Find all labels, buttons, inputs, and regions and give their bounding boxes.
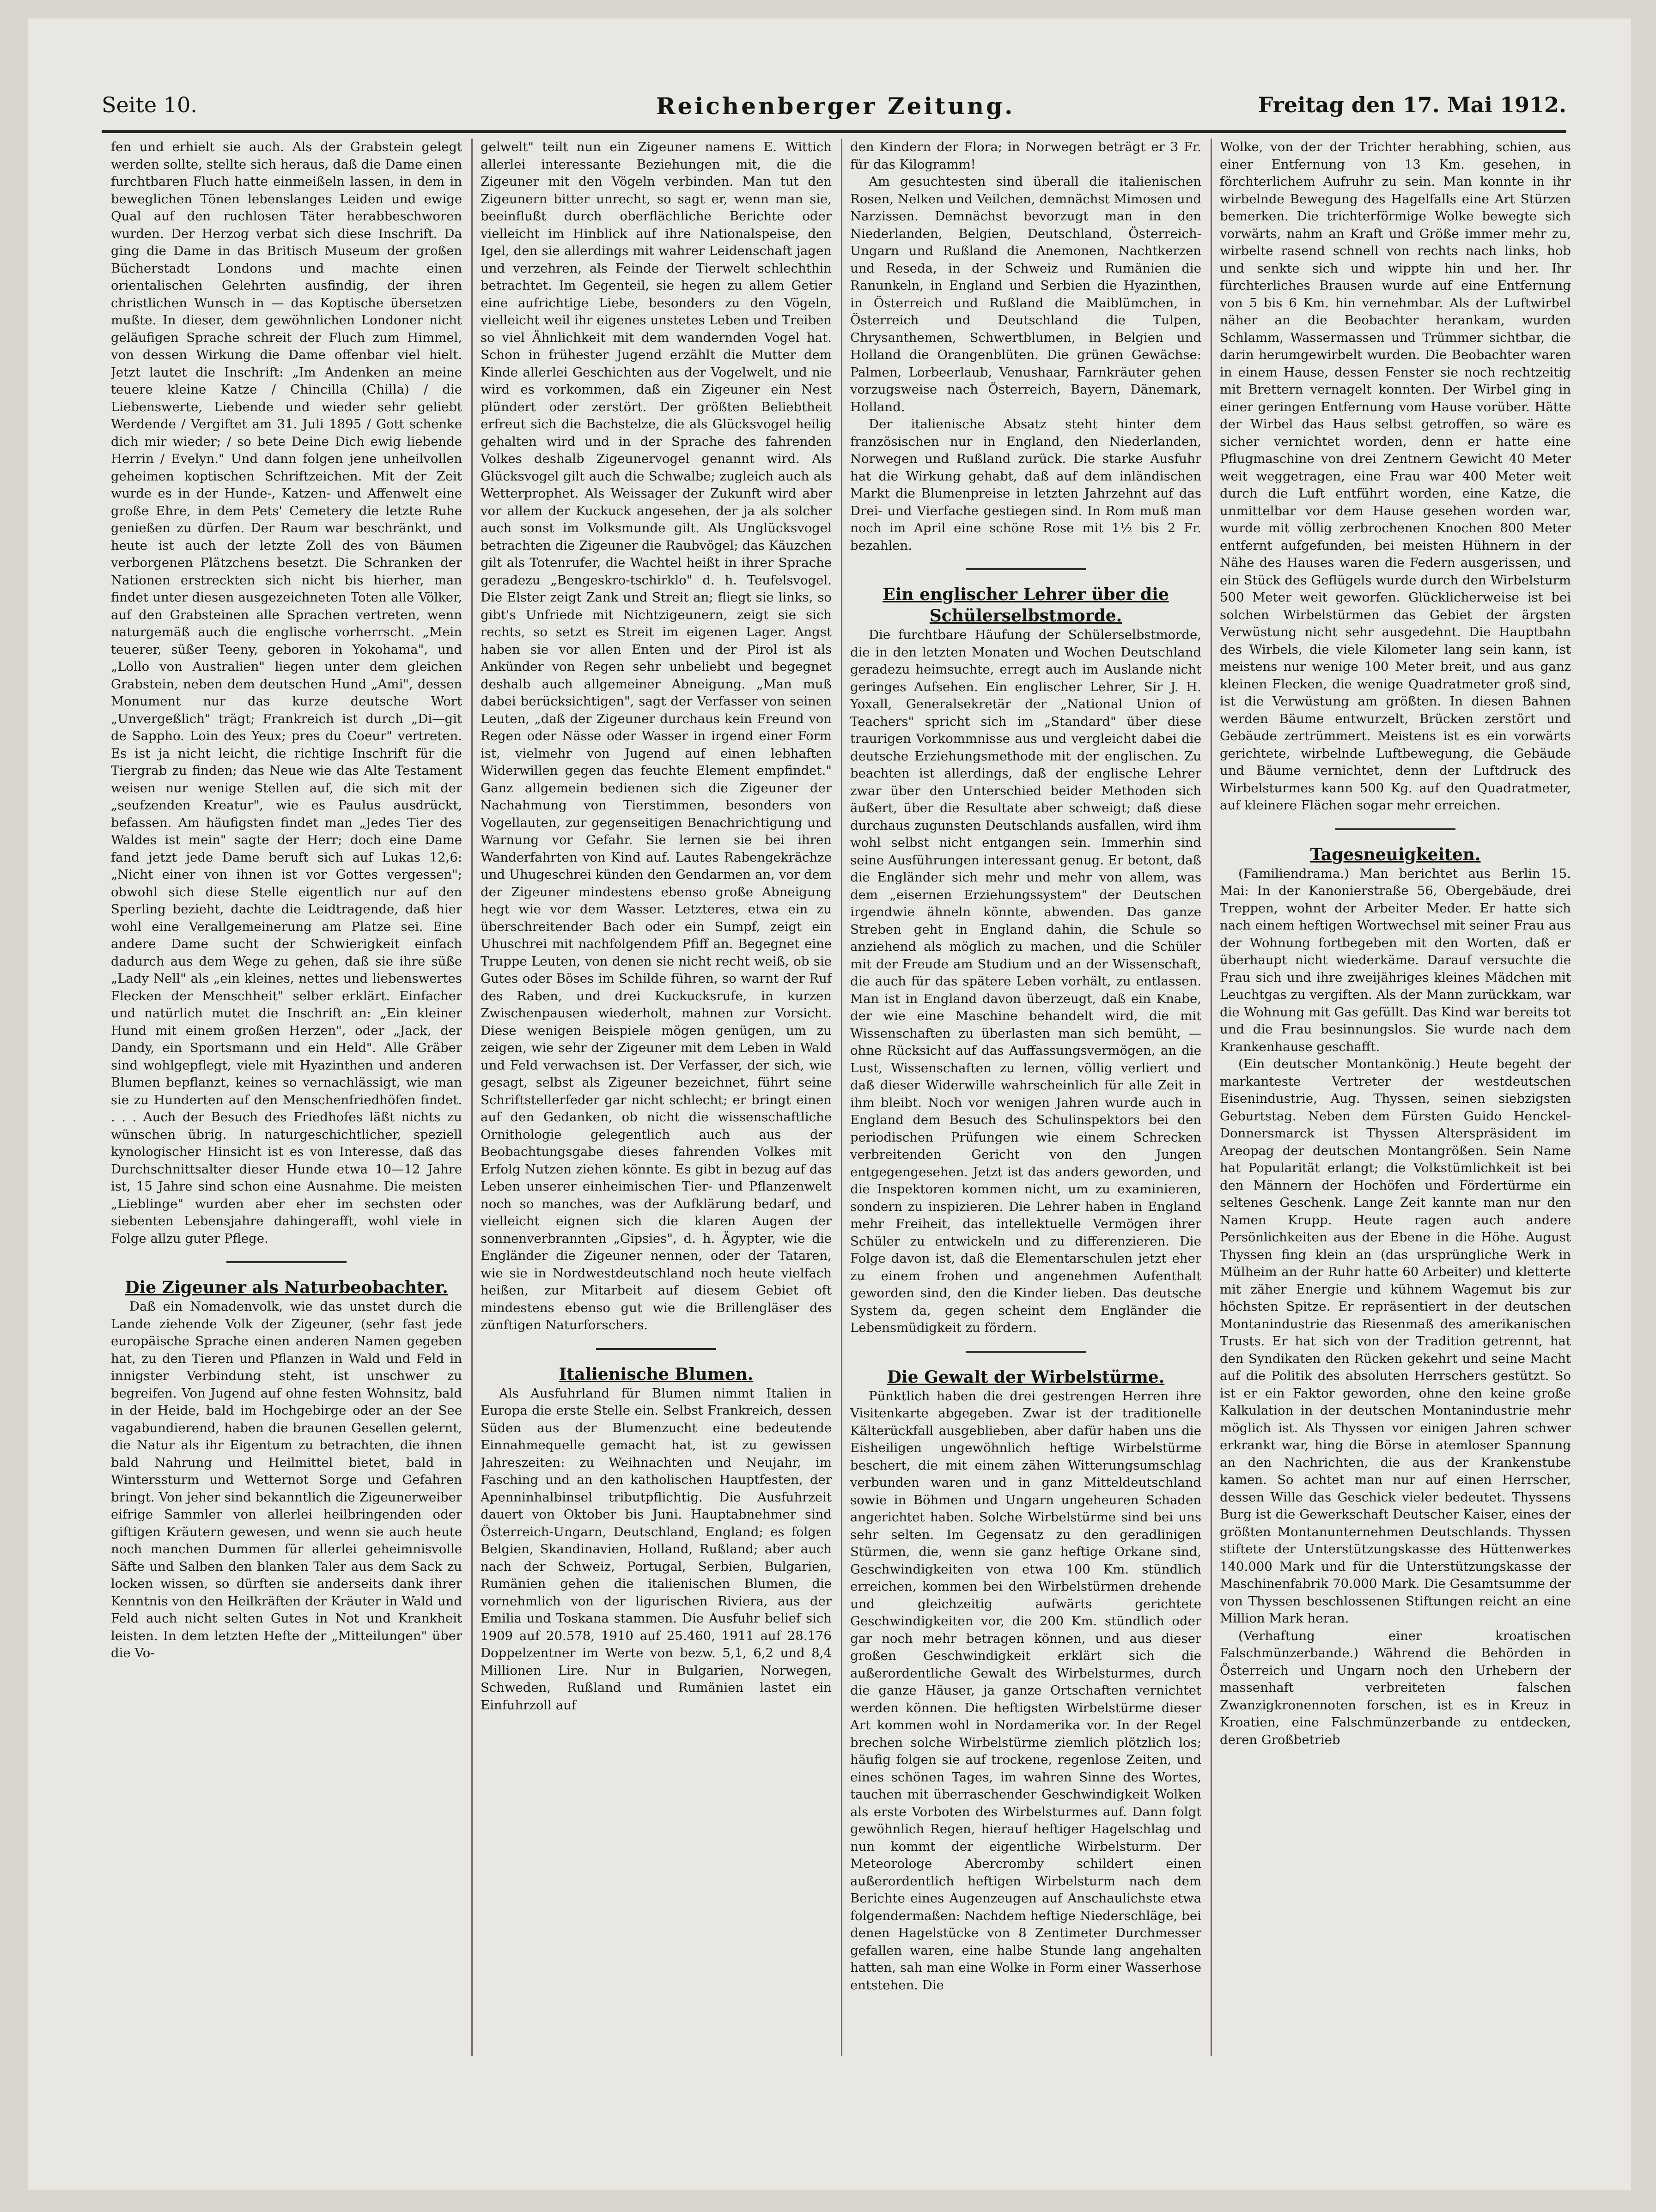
column-separator bbox=[1211, 139, 1212, 2056]
article-divider bbox=[226, 1261, 347, 1263]
article-text: den Kindern der Flora; in Norwegen beträgt er 3 Fr. für das Kilogramm! bbox=[850, 140, 1201, 172]
column-3 bbox=[850, 139, 1201, 2056]
article-text: Pünktlich haben die drei gestrengen Herren ihre Visitenkarte abgegeben. Zwar ist der traditionelle Kälterückfall ausgeblieben, aber dafür haben uns die Eisheiligen ungewöhnlich heftige Wirbelstürme beschert, die mit einem zähen Witterungsumschlag verbunden waren und in ganz Mitteldeutschland sowie in Böhmen und Ungarn ungeheuren Schaden angerichtet haben. Solche Wirbelstürme sind bei uns sehr selten. Im Gegensatz zu den geradlinigen Stürmen, die, wenn sie ganz heftige Orkane sind, Geschwindigkeiten von etwa 100 Km. stündlich erreichen, kommen bei den Wirbelstürmen drehende und gleichzeitig aufwärts gerichtete Geschwindigkeiten vor, die 200 Km. stündlich oder gar noch mehr betragen können, und aus dieser großen Geschwindigkeit erklärt sich die außerordentliche Gewalt des Wirbelsturmes, durch die ganze Häuser, ja ganze Ortschaften vernichtet werden können. Die heftigsten Wirbelstürme dieser Art kommen wohl in Nordamerika vor. In der Regel brechen solche Wirbelstürme ziemlich plötzlich los; häufig folgen sie auf trockene, regenlose Zeiten, und eines schönen Tages, im wahren Sinne des Wortes, tauchen mit überraschender Geschwindigkeit Wolken als erste Vorboten des Wirbelsturmes auf. Dann folgt gewöhnlich Regen, hierauf heftiger Hagelschlag und nun kommt der eigentliche Wirbelsturm. Der Meteorologe Abercromby schildert einen außerordentlich heftigen Wirbelsturm nach dem Berichte eines Augenzeugen auf Anschaulichste etwa folgendermaßen: Nachdem heftige Niederschläge, bei denen Hagelstücke von 8 Zentimeter Durchmesser gefallen waren, eine halbe Stunde lang angehalten hatten, sah man eine Wolke in Form einer Wasserhose entstehen. Die bbox=[850, 1388, 1201, 1993]
page-number: Seite 10. bbox=[102, 92, 197, 117]
article-text: (Verhaftung einer kroatischen Falschmünzerbande.) Während die Behörden in Österreich und Ungarn noch den Urhebern der massenhaft verbreiteten falschen Zwanzigkronennoten forschen, ist es in Kreuz in Kroatien, eine Falschmünzerbande zu entdecken, deren Großbetrieb bbox=[1220, 1628, 1571, 1747]
article-text: Als Ausfuhrland für Blumen nimmt Italien in Europa die erste Stelle ein. Selbst Frankreich, dessen Süden aus der Blumenzucht eine bedeutende Einnahmequelle gemacht hat, ist zu gewissen Jahreszeiten: zu Weihnachten und Neujahr, im Fasching und an den katholischen Hauptfesten, der Apenninhalbinsel tributpflichtig. Die Ausfuhrzeit dauert von Oktober bis Juni. Hauptabnehmer sind Österreich-Ungarn, Deutschland, England; es folgen Belgien, Skandinavien, Holland, Rußland; aber auch nach der Schweiz, Portugal, Serbien, Bulgarien, Rumänien gehen die italienischen Blumen, die vornehmlich von der ligurischen Riviera, aus der Emilia und Toskana stammen. Die Ausfuhr belief sich 1909 auf 20.578, 1910 auf 25.460, 1911 auf 28.176 Doppelzentner im Werte von bezw. 5,1, 6,2 und 8,4 Millionen Lire. Nur in Bulgarien, Norwegen, Schweden, Rußland und Rumänien lastet ein Einfuhrzoll auf bbox=[481, 1386, 832, 1713]
column-2 bbox=[481, 139, 832, 2056]
article-text: Wolke, von der der Trichter herabhing, schien, aus einer Entfernung von 13 Km. gesehen, in förchterlichem Aufruhr zu sein. Man konnte in ihr wirbelnde Bewegung des Hagelfalls eine Art Stürzen bemerken. Die trichterförmige Wolke bewegte sich vorwärts, nahm an Kraft und Größe immer mehr zu, wirbelte rasend schnell von rechts nach links, hob und senkte sich und wippte hin und her. Ihr fürchterliches Brausen wurde auf eine Entfernung von 5 bis 6 Km. hin vernehmbar. Als der Luftwirbel näher an die Beobachter herankam, wurden Schlamm, Wassermassen und Trümmer sichtbar, die darin herumgewirbelt wurden. Die Beobachter waren in einem Hause, dessen Fenster sie noch rechtzeitig mit Brettern vernagelt konnten. Der Wirbel ging in einer geringen Entfernung vom Hause vorüber. Hätte der Wirbel das Haus selbst getroffen, so wäre es sicher vernichtet worden, denn er hatte eine Pflugmaschine von drei Zentnern Gewicht 40 Meter weit weggetragen, eine Frau war 400 Meter weit durch die Luft entführt worden, eine Katze, die unmittelbar vor dem Hause gesehen worden war, wurde mit völlig zerbrochenen Knochen 800 Meter entfernt aufgefunden, bei meisten Hühnern in der Nähe des Hauses waren die Federn ausgerissen, und ein Stück des Geflügels wurde durch den Wirbelsturm 500 Meter weit geworfen. Glücklicherweise ist bei solchen Wirbelstürmen das Gebiet der ärgsten Verwüstung nicht sehr ausgedehnt. Die Hauptbahn des Wirbels, die viele Kilometer lang sein kann, ist meistens nur wenige 100 Meter breit, und aus ganz kleinen Flecken, die wenige Quadratmeter groß sind, ist die Verwüstung am größten. In diesen Bahnen werden Bäume entwurzelt, Brücken zerstört und Gebäude zertrümmert. Meistens ist es ein vorwärts gerichtete, wirbelnde Luftbewegung, die Gebäude und Bäume vernichtet, denn der Luftdruck des Wirbelsturmes kann 500 Kg. auf den Quadratmeter, auf kleinere Flächen sogar mehr erreichen. bbox=[1220, 140, 1571, 813]
article-text: (Ein deutscher Montankönig.) Heute begeht der markanteste Vertreter der westdeutschen Eisenindustrie, Aug. Thyssen, seinen siebzigsten Geburtstag. Neben dem Fürsten Guido Henckel-Donnersmarck ist Thyssen Alterspräsident im Areopag der deutschen Montangrößen. Sein Name hat Popularität erlangt; die Volkstümlichkeit ist bei den Männern der Hochöfen und Fördertürme ein seltenes Geschenk. Lange Zeit kannte man nur den Namen Krupp. Heute ragen auch andere Persönlichkeiten aus der Ebene in die Höhe. August Thyssen fing klein an (das ursprüngliche Werk in Mülheim an der Ruhr hatte 60 Arbeiter) und kletterte mit zäher Energie und kühnem Wagemut bis zur höchsten Spitze. Er repräsentiert in der deutschen Montanindustrie das Riesenmaß des amerikanischen Trusts. Er hat sich von der Tradition getrennt, hat den Syndikaten den Rücken gekehrt und seine Macht auf die Politik des absoluten Herrschers gestützt. So ist er ein Faktor geworden, ohne den keine große Kalkulation in der deutschen Montanindustrie mehr möglich ist. Als Thyssen vor einigen Jahren schwer erkrankt war, hing die Börse in atemloser Spannung an den Nachrichten, die aus der Krankenstube kamen. So achtet man nur auf einen Herrscher, dessen Wille das Geschick vieler bedeutet. Thyssens Burg ist die Gewerkschaft Deutscher Kaiser, eines der größten Montanunternehmen Deutschlands. Thyssen stiftete der Unterstützungskasse des Hüttenwerkes 140.000 Mark und für die Unterstützungskasse der Maschinenfabrik 70.000 Mark. Die Gesamtsumme der von Thyssen beschlossenen Stiftungen reicht an eine Million Mark heran. bbox=[1220, 1057, 1571, 1626]
article-divider bbox=[1335, 828, 1455, 830]
article-divider bbox=[966, 1351, 1086, 1353]
article-text: Der italienische Absatz steht hinter dem französischen nur in England, den Niederlanden, Norwegen und Rußland zurück. Die starke Ausfuhr hat die Wirkung gehabt, daß auf dem inländischen Markt die Blumenpreise in letzten Jahrzehnt auf das Drei- und Vierfache gestiegen sind. In Rom muß man noch im April eine schöne Rose mit 1½ bis 2 Fr. bezahlen. bbox=[850, 417, 1201, 553]
issue-date: Freitag den 17. Mai 1912. bbox=[1258, 92, 1566, 117]
column-1 bbox=[111, 139, 462, 2056]
article-text: fen und erhielt sie auch. Als der Grabstein gelegt werden sollte, stellte sich heraus, daß die Dame einen furchtbaren Fluch hatte einmeißeln lassen, in dem in beweglichen Tönen lebenslanges Leiden und ewige Qual auf den ruchlosen Täter herabbeschworen wurden. Der Herzog verbat sich diese Inschrift. Da ging die Dame in das Britisch Museum der großen Bücherstadt Londons und machte einen orientalischen Gelehrten ausfindig, der ihren christlichen Wunsch in — das Koptische übersetzen mußte. In dieser, dem gewöhnlichen Londoner nicht geläufigen Sprache schreit der Fluch zum Himmel, von dessen Wirkung die Dame offenbar viel hielt. Jetzt lautet die Inschrift: „Im Andenken an meine teuere kleine Katze / Chincilla (Chilla) / die Liebenswerte, Liebende und wieder sehr geliebt Werdende / Vergiftet am 31. Juli 1895 / Gott schenke dich mir wieder; / so bete Deine Dich ewig liebende Herrin / Evelyn." Und dann folgen jene unheilvollen geheimen koptischen Schriftzeichen. Mit der Zeit wurde es in der Hunde-, Katzen- und Affenwelt eine große Ehre, in dem Pets' Cemetery die letzte Ruhe genießen zu dürfen. Der Raum war beschränkt, und heute ist auch der letzte Zoll des von Bäumen verborgenen Plätzchens besetzt. Die Schranken der Nationen erstreckten sich nicht bis hierher, man findet unter diesen ausgezeichneten Toten alle Völker, auf den Grabsteinen alle Sprachen vertreten, wenn naturgemäß auch die englische vorherrscht. „Mein teuerer, süßer Teeny, geboren in Yokohama", und „Lollo von Australien" liegen unter dem gleichen Grabstein, neben dem deutschen Hund „Ami", dessen Monument nur das kurze deutsche Wort „Unvergeßlich" trägt; Frankreich ist durch „Di—git de Sappho. Loin des Yeux; pres du Coeur" vertreten. Es ist ja nicht leicht, die richtige Inschrift für die Tiergrab zu finden; das Neue wie das Alte Testament weisen nur wenige Stellen auf, die sich mit der „seufzenden Kreatur", wie es Paulus ausdrückt, befassen. Am häufigsten findet man „Jedes Tier des Waldes ist mein" sagte der Herr; doch eine Dame fand jetzt jede Dame beruft sich auf Lukas 12,6: „Nicht einer von ihnen ist vor Gottes vergessen"; obwohl sich diese Stelle eigentlich nur auf den Sperling bezieht, dachte die Leidtragende, daß hier wohl eine Verallgemeinerung am Platze sei. Eine andere Dame sucht der Schwierigkeit einfach dadurch aus dem Wege zu gehen, daß sie ihre süße „Lady Nell" als „ein kleines, nettes und liebenswertes Flecken der Menschheit" selber erklärt. Einfacher und natürlich mutet die Inschrift an: „Ein kleiner Hund mit einem großen Herzen", oder „Jack, der Dandy, ein Sportsmann und ein Held". Alle Gräber sind wohlgepflegt, viele mit Hyazinthen und anderen Blumen bepflanzt, keines so vernachlässigt, wie man sie zu Hunderten auf den Menschenfriedhöfen findet. . . . Auch der Besuch des Friedhofes läßt nichts zu wünschen übrig. In naturgeschichtlicher, speziell kynologischer Hinsicht ist es von Interesse, daß das Durchschnittsalter dieser Hunde etwa 10—12 Jahre ist, 15 Jahre sind schon eine Ausnahme. Die meisten „Lieblinge" wurden aber eher im sechsten oder siebenten Lebensjahre dahingerafft, wohl viele in Folge allzu guter Pflege. bbox=[111, 140, 462, 1246]
article-title: Ein englischer Lehrer über die Schülerselbstmorde. bbox=[883, 585, 1169, 626]
article-divider bbox=[966, 568, 1086, 570]
article-text: Daß ein Nomadenvolk, wie das unstet durch die Lande ziehende Volk der Zigeuner, (sehr fast jede europäische Sprache einen anderen Namen gegeben hat, zu den Tieren und Pflanzen in Wald und Feld in innigster Verbindung steht, ist unschwer zu begreifen. Von Jugend auf ohne festen Wohnsitz, bald in der Heide, bald im Hochgebirge oder an der See vagabundierend, haben die braunen Gesellen gelernt, die Natur als ihr Eigentum zu betrachten, die ihnen bald Nahrung und Heilmittel bietet, bald in Winterssturm und Wetternot Sorge und Gefahren bringt. Von jeher sind bekanntlich die Zigeunerweiber eifrige Sammler von allerlei heilbringenden oder giftigen Kräutern gewesen, und wenn sie auch heute noch manchen Dummen für allerlei geheimnisvolle Säfte und Salben den blanken Taler aus dem Sack zu locken wissen, so dürften sie anderseits dank ihrer Kenntnis von den Heilkräften der Kräuter in Wald und Feld auch nicht selten Gutes in Not und Krankheit leisten. In dem letzten Hefte der „Mitteilungen" über die Vo- bbox=[111, 1299, 462, 1660]
article-title: Die Gewalt der Wirbelstürme. bbox=[887, 1367, 1165, 1387]
article-title: Die Zigeuner als Naturbeobachter. bbox=[125, 1278, 448, 1297]
article-text: gelwelt" teilt nun ein Zigeuner namens E. Wittich allerlei interessante Beziehungen mit, die die Zigeuner mit den Vögeln verbinden. Man tut den Zigeunern bitter unrecht, so sagt er, wenn man sie, beeinflußt durch oberflächliche Berichte oder vielleicht im Hinblick auf ihre Nationalspeise, den Igel, den sie allerdings mit wahrer Leidenschaft jagen und verzehren, als Feinde der Tierwelt schlechthin betrachtet. Im Gegenteil, sie hegen zu allem Getier eine aufrichtige Liebe, besonders zu den Vögeln, vielleicht weil ihr eigenes unstetes Leben und Treiben so viel Ähnlichkeit mit dem wandernden Vogel hat. Schon in frühester Jugend erzählt die Mutter dem Kinde allerlei Geschichten aus der Vogelwelt, und nie wird es vorkommen, daß ein Zigeuner ein Nest plündert oder zerstört. Der größten Beliebtheit erfreut sich die Bachstelze, die als Glücksvogel heilig gehalten wird und in der Sprache des fahrenden Volkes deshalb Zigeunervogel genannt wird. Als Glücksvogel gilt auch die Schwalbe; zugleich auch als Wetterprophet. Als Weissager der Zukunft wird aber vor allem der Kuckuck angesehen, der ja als solcher auch sonst im Volksmunde gilt. Als Unglücksvogel betrachten die Zigeuner die Raubvögel; das Käuzchen gilt als Totenrufer, die Wachtel heißt in ihrer Sprache geradezu „Bengeskro-tschirklo" d. h. Teufelsvogel. Die Elster zeigt Zank und Streit an; fliegt sie links, so gibt's Unfriede mit Nichtzigeunern, zeigt sie sich rechts, so setzt es Streit im eigenen Lager. Angst haben sie vor allen Enten und der Pirol ist als Ankünder von Regen sehr unbeliebt und begegnet deshalb auch allgemeiner Abneigung. „Man muß dabei berücksichtigen", sagt der Verfasser von seinen Leuten, „daß der Zigeuner durchaus kein Freund von Regen oder Nässe oder Wasser in irgend einer Form ist, vielmehr von Jugend auf einen lebhaften Widerwillen gegen das feuchte Element empfindet." Ganz allgemein bedienen sich die Zigeuner der Nachahmung von Tierstimmen, besonders von Vogellauten, zur gegenseitigen Benachrichtigung und Warnung vor Gefahr. Sie lernen sie bei ihren Wanderfahrten von Kind auf. Lautes Rabengekrächze und Uhugeschrei künden den Gendarmen an, vor dem der Zigeuner mindestens ebenso große Abneigung hegt wie vor dem Wasser. Letzteres, etwa ein zu überschreitender Bach oder ein Sumpf, zeigt ein Uhuschrei mit nachfolgendem Pfiff an. Begegnet eine Truppe Leuten, von denen sie nicht recht weiß, ob sie Gutes oder Böses im Schilde führen, so warnt der Ruf des Raben, und drei Kuckucksrufe, in kurzen Zwischenpausen wiederholt, mahnen zur Vorsicht. Diese wenigen Beispiele mögen genügen, um zu zeigen, wie sehr der Zigeuner mit dem Leben in Wald und Feld verwachsen ist. Der Verfasser, der sich, wie gesagt, selbst als Zigeuner bezeichnet, führt seine Schriftstellerfeder gar nicht schlecht; er bringt einen auf den Gedanken, ob nicht die wissenschaftliche Ornithologie gelegentlich auch aus der Beobachtungsgabe dieses fahrenden Volkes mit Erfolg Nutzen ziehen könnte. Es gibt in bezug auf das Leben unserer einheimischen Tier- und Pflanzenwelt noch so manches, was der Aufklärung bedarf, und vielleicht eignen sich die klaren Augen der sonnenverbrannten „Gipsies", d. h. Ägypter, wie die Engländer die Zigeuner nennen, oder der Tataren, wie sie in Nordwestdeutschland noch heute vielfach heißen, zur Mitarbeit auf diesem Gebiet oft mindestens ebenso gut wie die Brillengläser des zünftigen Naturforschers. bbox=[481, 140, 832, 1332]
article-text: Die furchtbare Häufung der Schülerselbstmorde, die in den letzten Monaten und Wochen Deutschland geradezu heimsuchte, erregt auch im Auslande nicht geringes Aufsehen. Ein englischer Lehrer, Sir J. H. Yoxall, Generalsekretär der „National Union of Teachers" spricht sich im „Standard" über diese traurigen Vorkommnisse aus und vergleicht dabei die deutsche Erziehungsmethode mit der englischen. Zu beachten ist allerdings, daß der englische Lehrer zwar über den Unterschied beider Methoden sich äußert, über die Resultate aber schweigt; daß diese durchaus zugunsten Deutschlands ausfallen, wird ihm wohl selbst nicht entgangen sein. Immerhin sind seine Ausführungen interessant genug. Er betont, daß die Engländer sich mehr und mehr von allem, was dem „eisernen Erziehungssystem" der Deutschen irgendwie ähneln könnte, abwenden. Das ganze Streben geht in England dahin, die Schule so anziehend als möglich zu machen, und die Schüler mit der Freude am Studium und an der Wissenschaft, die auch für das spätere Leben vorhält, zu entlassen. Man ist in England davon überzeugt, daß ein Knabe, der wie eine Maschine behandelt wird, die mit Wissenschaften zu überlasten man sich bemüht, — ohne Rücksicht auf das Auffassungsvermögen, an die Lust, Wissenschaften zu lernen, völlig verliert und daß dieser Widerwille wahrscheinlich für alle Zeit in ihm bleibt. Noch vor wenigen Jahren wurde auch in England dem Besuch des Schulinspektors bei den periodischen Prüfungen wie einem Schrecken verbreitenden Gericht von den Jungen entgegengesehen. Jetzt ist das anders geworden, und die Inspektoren kommen nicht, um zu examinieren, sondern zu inspizieren. Die Lehrer haben in England mehr Freiheit, das intellektuelle Vermögen ihrer Schüler zu entwickeln und zu differenzieren. Die Folge davon ist, daß die Elementarschulen jetzt eher zu einem frohen und angenehmen Aufenthalt geworden sind, den die Kinder lieben. Das deutsche System da, gegen scheint dem Engländer die Lebensmüdigkeit zu fördern. bbox=[850, 627, 1201, 1335]
column-separator bbox=[841, 139, 842, 2056]
masthead: Reichenberger Zeitung. bbox=[656, 92, 1015, 120]
article-divider bbox=[596, 1348, 716, 1350]
article-title: Italienische Blumen. bbox=[559, 1364, 754, 1384]
header-rule bbox=[102, 130, 1566, 133]
column-separator bbox=[471, 139, 473, 2056]
column-4 bbox=[1220, 139, 1571, 2056]
article-title: Tagesneuigkeiten. bbox=[1310, 845, 1481, 864]
article-text: (Familiendrama.) Man berichtet aus Berlin 15. Mai: In der Kanonierstraße 56, Obergebäude, drei Treppen, wohnt der Arbeiter Meder. Er hatte sich nach einem heftigen Wortwechsel mit seiner Frau aus der Wohnung fortbegeben mit den Worten, daß er überhaupt nicht wiederkäme. Darauf versuchte die Frau sich und ihre zweijähriges kleines Mädchen mit Leuchtgas zu vergiften. Als der Mann zurückkam, war die Wohnung mit Gas gefüllt. Das Kind war bereits tot und die Frau besinnungslos. Sie wurde nach dem Krankenhause geschafft. bbox=[1220, 866, 1571, 1054]
article-text: Am gesuchtesten sind überall die italienischen Rosen, Nelken und Veilchen, demnächst Mimosen und Narzissen. Demnächst bevorzugt man in den Niederlanden, Belgien, Deutschland, Österreich-Ungarn und Rußland die Anemonen, Nachtkerzen und Reseda, in der Schweiz und Rumänien die Ranunkeln, in England und Serbien die Hyazinthen, in Österreich und Rußland die Maiblümchen, in Österreich und Deutschland die Tulpen, Chrysanthemen, Schwertblumen, in Belgien und Holland die Orangenblüten. Die grünen Gewächse: Palmen, Lorbeerlaub, Venushaar, Farnkräuter gehen vorzugsweise nach Österreich, Bayern, Dänemark, Holland. bbox=[850, 174, 1201, 414]
page-header bbox=[102, 92, 1566, 134]
